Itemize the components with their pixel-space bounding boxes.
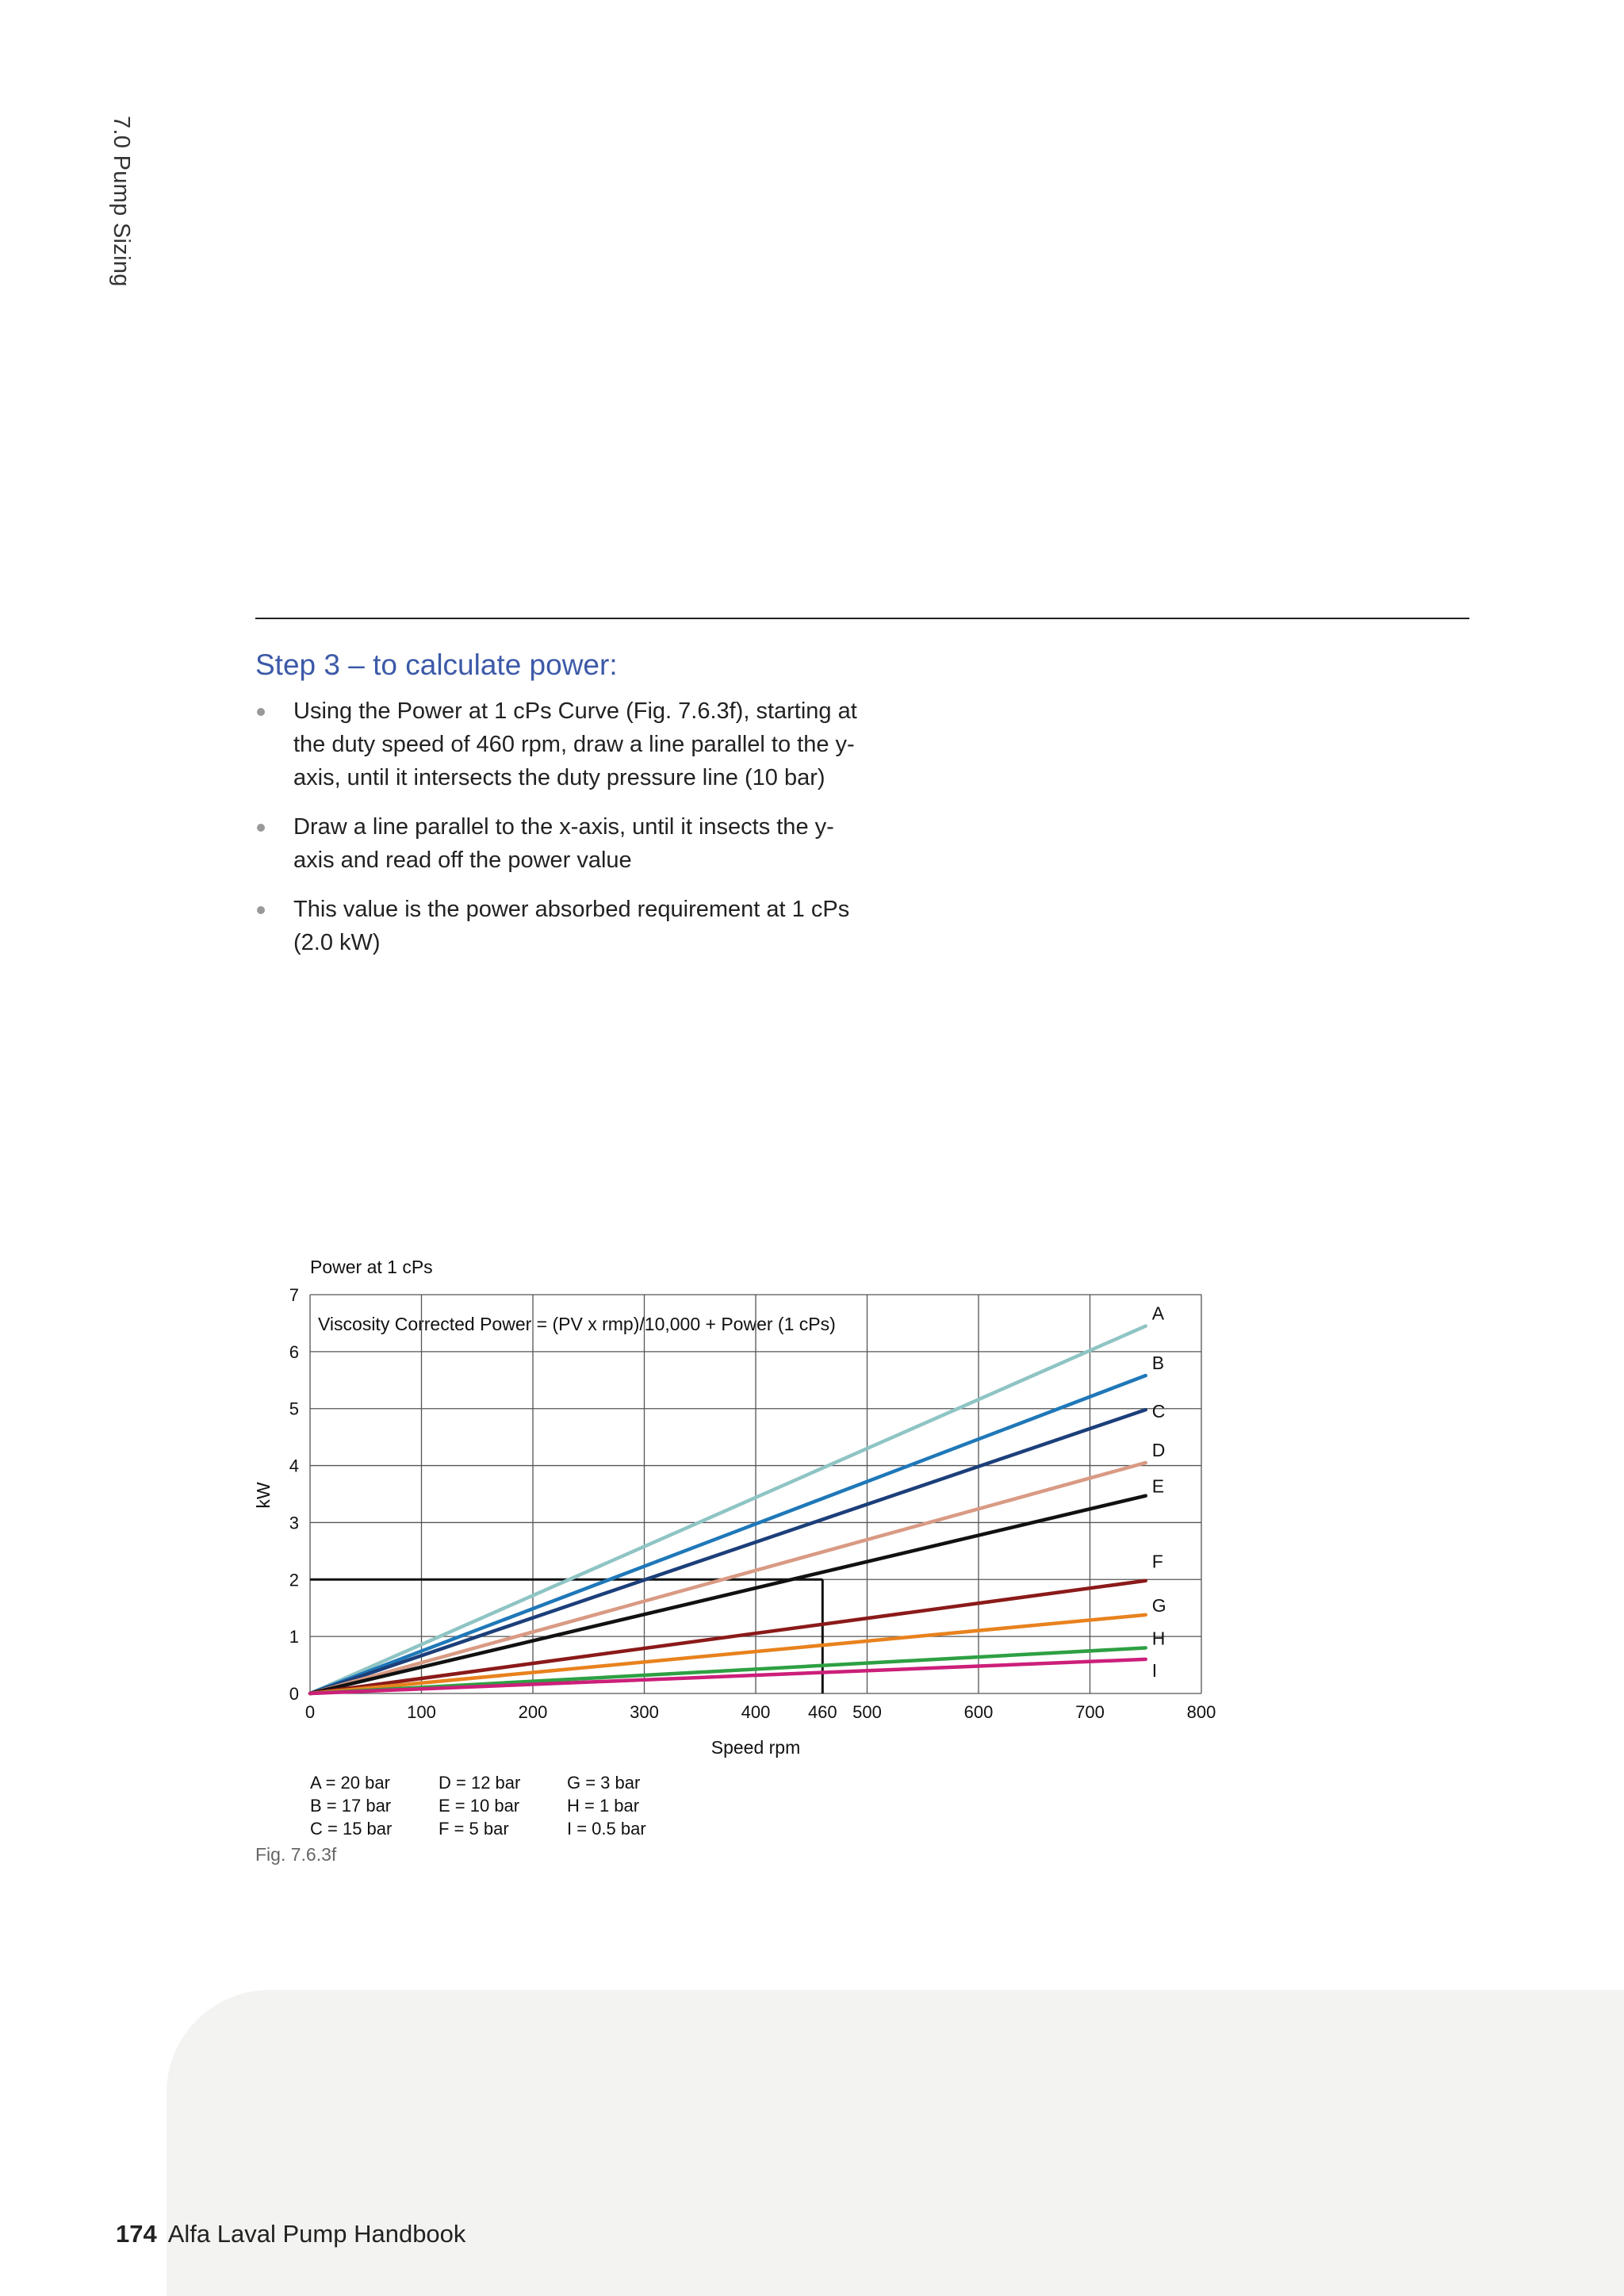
bullet-icon <box>257 906 265 914</box>
power-chart <box>238 1245 1269 1863</box>
page-number: 174 <box>116 2220 157 2248</box>
legend-entry: C = 15 bar <box>310 1819 393 1839</box>
x-tick-label: 300 <box>630 1702 659 1722</box>
y-tick-label: 0 <box>289 1684 299 1704</box>
x-tick-label: 800 <box>1186 1702 1216 1722</box>
series-label-e: E <box>1151 1475 1165 1497</box>
legend-entry: A = 20 bar <box>310 1773 390 1793</box>
y-tick-label: 7 <box>289 1285 299 1305</box>
tick-labels <box>289 1285 1216 1722</box>
legend-entry: I = 0.5 bar <box>567 1819 646 1839</box>
bullet-text: Draw a line parallel to the x-axis, until it insects the y-axis and read off the power value <box>293 814 834 873</box>
y-tick-label: 2 <box>289 1570 299 1590</box>
y-tick-label: 4 <box>289 1456 299 1476</box>
list-item <box>255 695 858 794</box>
x-tick-label: 400 <box>741 1702 771 1722</box>
x-tick-label: 0 <box>304 1702 316 1722</box>
y-tick-label: 1 <box>289 1627 299 1647</box>
series-line-b <box>310 1376 1146 1693</box>
legend-entry: G = 3 bar <box>567 1773 641 1793</box>
x-axis-label: Speed rpm <box>710 1737 801 1758</box>
series-label-b: B <box>1151 1353 1165 1374</box>
x-tick-label: 460 <box>807 1702 837 1722</box>
y-axis-label: kW <box>253 1482 274 1509</box>
series-line-d <box>310 1463 1146 1693</box>
bullet-icon <box>257 708 265 716</box>
series-lines <box>310 1303 1166 1693</box>
series-line-c <box>310 1410 1146 1693</box>
legend-entry: B = 17 bar <box>310 1796 392 1816</box>
footer-panel <box>167 1990 1624 2296</box>
legend-entry: F = 5 bar <box>439 1819 509 1839</box>
series-label-g: G <box>1151 1594 1166 1616</box>
section-label: 7.0 Pump Sizing <box>109 116 134 287</box>
series-label-h: H <box>1151 1628 1166 1649</box>
y-tick-label: 3 <box>289 1513 299 1533</box>
series-label-a: A <box>1151 1303 1165 1324</box>
legend-entry: H = 1 bar <box>567 1796 640 1816</box>
legend-entry: D = 12 bar <box>439 1773 521 1793</box>
chart-title: Power at 1 cPs <box>310 1257 433 1277</box>
bullet-icon <box>257 824 265 832</box>
section-divider <box>255 618 1469 619</box>
series-label-d: D <box>1151 1439 1166 1460</box>
y-tick-label: 6 <box>289 1341 299 1362</box>
x-tick-label: 100 <box>407 1702 436 1722</box>
x-tick-label: 600 <box>963 1702 994 1722</box>
bullet-text: This value is the power absorbed requirement at 1 cPs (2.0 kW) <box>293 897 850 955</box>
page-footer <box>116 2220 465 2248</box>
x-tick-label: 500 <box>852 1702 882 1722</box>
power-chart-svg <box>238 1245 1269 1863</box>
step-heading: Step 3 – to calculate power: <box>255 649 618 681</box>
x-tick-label: 700 <box>1075 1702 1105 1722</box>
instruction-list <box>255 695 858 975</box>
list-item <box>255 810 858 877</box>
list-item <box>255 893 858 959</box>
x-tick-label: 200 <box>518 1702 548 1722</box>
series-label-f: F <box>1151 1551 1163 1572</box>
chart-annotation: Viscosity Corrected Power = (PV x rmp)/10,000 + Power (1 cPs) <box>318 1314 836 1334</box>
series-label-c: C <box>1151 1401 1166 1422</box>
bullet-text: Using the Power at 1 cPs Curve (Fig. 7.6.3f), starting at the duty speed of 460 rpm, draw a line parallel to the y-axis, until it intersects the duty pressure line (10 bar) <box>293 698 857 790</box>
series-label-i: I <box>1151 1659 1158 1681</box>
figure-caption: Fig. 7.6.3f <box>255 1844 337 1865</box>
y-tick-label: 5 <box>289 1399 299 1419</box>
chart-legend <box>310 1773 646 1839</box>
book-title: Alfa Laval Pump Handbook <box>167 2220 466 2248</box>
legend-entry: E = 10 bar <box>439 1796 520 1816</box>
